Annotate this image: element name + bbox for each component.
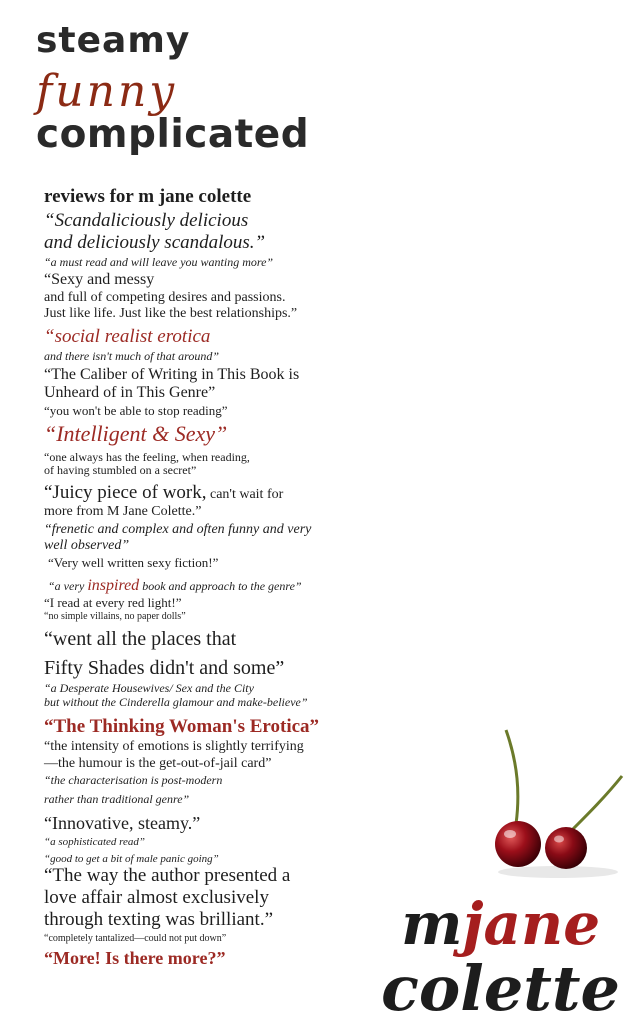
review-quote <box>44 482 374 504</box>
review-quote: “good to get a bit of male panic going” <box>44 852 219 865</box>
review-quote: “the intensity of emotions is slightly terrifying <box>44 739 304 755</box>
review-quote: “one always has the feeling, when reading, <box>44 449 250 464</box>
review-quote-large: “Juicy piece of work, <box>44 482 207 504</box>
review-quote: and full of competing desires and passions. <box>44 289 286 305</box>
review-quote-pre: “a very <box>48 579 88 594</box>
review-quote: Unheard of in This Genre” <box>44 383 216 401</box>
cherry-stem-left <box>506 730 518 824</box>
review-quote: “Sexy and messy <box>44 271 155 289</box>
headline-steamy: steamy <box>36 20 191 61</box>
review-quote: but without the Cinderella glamour and make-believe” <box>44 694 308 709</box>
brand-name-top <box>381 890 620 958</box>
review-quote: “a Desperate Housewives/ Sex and the City <box>44 681 254 696</box>
brand-m: m <box>401 890 463 958</box>
review-quote: and deliciously scandalous.” <box>44 231 266 253</box>
reviews-title: reviews for m jane colette <box>44 186 252 207</box>
cherry-right <box>545 827 587 869</box>
review-quote: through texting was brilliant.” <box>44 908 274 930</box>
review-quote: “completely tantalized—could not put down” <box>44 932 227 944</box>
brand-jane: jane <box>462 890 601 958</box>
review-quote: and there isn't much of that around” <box>44 348 220 363</box>
review-quote-highlight: inspired <box>87 577 140 595</box>
review-quote: “you won't be able to stop reading” <box>44 403 228 419</box>
review-quote: “no simple villains, no paper dolls” <box>44 610 186 622</box>
brand-logo <box>381 890 620 1025</box>
review-quote-small: can't wait for <box>206 487 284 503</box>
review-quote: Just like life. Just like the best relationships.” <box>44 305 298 321</box>
review-quote: “a must read and will leave you wanting more” <box>44 254 274 269</box>
review-quote: “The Caliber of Writing in This Book is <box>44 365 300 383</box>
cherry-left <box>495 821 541 867</box>
review-quote-post: book and approach to the genre” <box>139 579 302 594</box>
brand-colette: colette <box>381 952 620 1025</box>
review-quote <box>48 577 374 595</box>
review-quote: “Innovative, steamy.” <box>44 813 201 834</box>
review-quote: “a sophisticated read” <box>44 835 146 848</box>
cherries-illustration <box>488 724 628 884</box>
review-quote: “Intelligent & Sexy” <box>44 421 228 447</box>
review-quote: more from M Jane Colette.” <box>44 504 202 519</box>
review-quote: “The Thinking Woman's Erotica” <box>44 715 320 737</box>
review-quote: “More! Is there more?” <box>44 948 226 969</box>
review-quote: Fifty Shades didn't and some” <box>44 657 285 680</box>
review-quote: “I read at every red light!” <box>44 594 182 610</box>
review-quote: “Very well written sexy fiction!” <box>48 555 219 571</box>
cherry-stem-right <box>572 776 622 830</box>
review-quote: “The way the author presented a <box>44 865 291 887</box>
review-quote: love affair almost exclusively <box>44 887 269 909</box>
review-quote: well observed” <box>44 538 130 554</box>
reviews-list <box>44 186 374 969</box>
review-quote: —the humour is the get-out-of-jail card” <box>44 755 272 771</box>
review-quote: “went all the places that <box>44 628 237 651</box>
headline-complicated: complicated <box>36 112 310 157</box>
review-quote: of having stumbled on a secret” <box>44 463 197 478</box>
review-quote: “social realist erotica <box>44 325 211 347</box>
headline-funny: funny <box>36 66 178 117</box>
review-quote: “the characterisation is post-modern <box>44 772 223 787</box>
review-quote: “frenetic and complex and often funny and very <box>44 522 312 538</box>
review-quote: “Scandaliciously delicious <box>44 209 249 231</box>
review-quote: rather than traditional genre” <box>44 792 190 807</box>
